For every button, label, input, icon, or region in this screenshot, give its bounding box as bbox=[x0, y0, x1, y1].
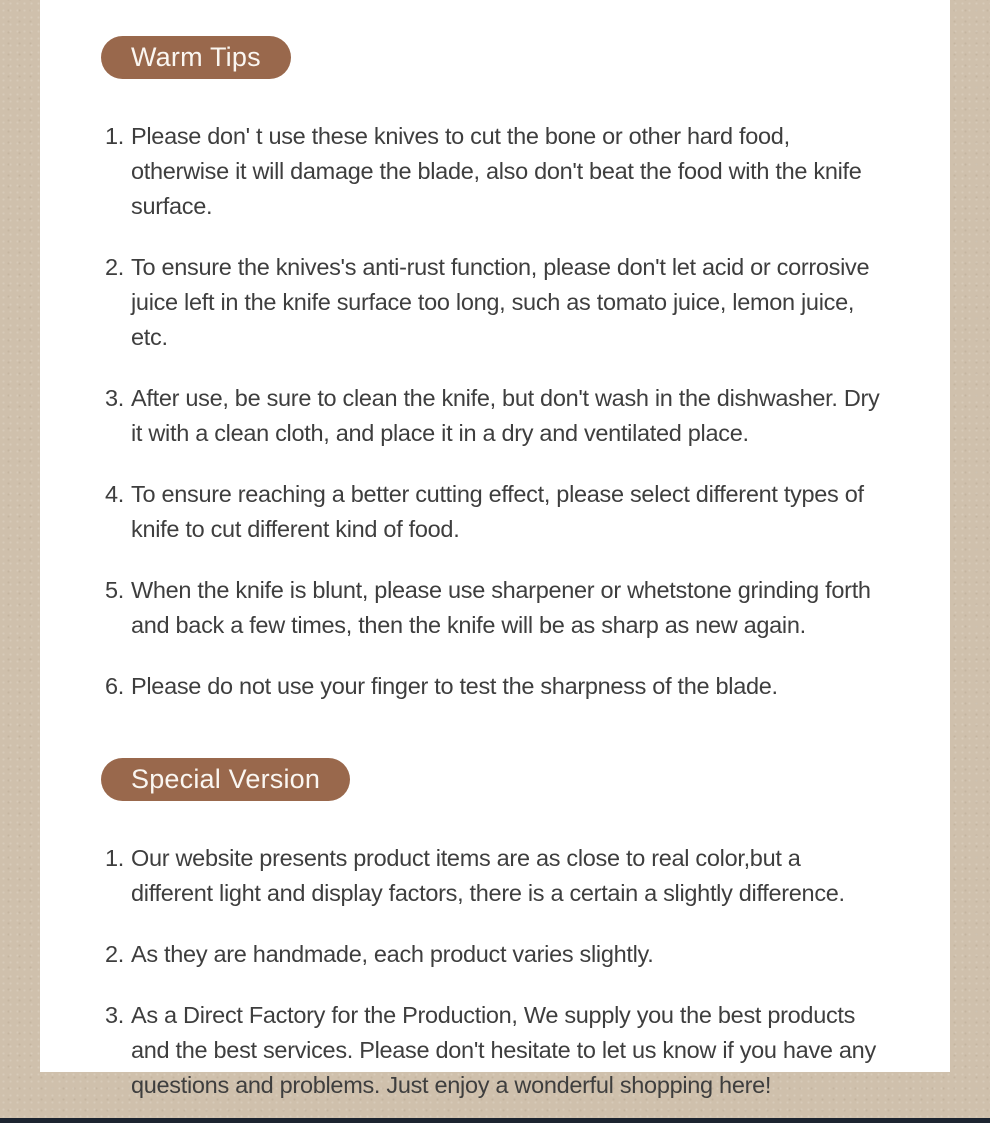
tip-text: Our website presents product items are as close to real color,but a different light and display factors, there is a certain a slightly difference. bbox=[131, 845, 845, 906]
tip-item bbox=[105, 573, 888, 643]
tip-item bbox=[105, 381, 888, 451]
section-special-version bbox=[101, 758, 888, 1103]
tip-number: 3. bbox=[105, 385, 124, 411]
warm-tips-badge: Warm Tips bbox=[101, 36, 291, 79]
tip-number: 4. bbox=[105, 481, 124, 507]
tip-item bbox=[105, 250, 888, 355]
tip-text: As a Direct Factory for the Production, We supply you the best products and the best services. Please don't hesitate to let us know if you have any questions and problems. Just enjoy a wonderful shopping here! bbox=[131, 1002, 876, 1098]
section-warm-tips bbox=[101, 36, 888, 704]
tip-item bbox=[105, 841, 888, 911]
special-version-badge: Special Version bbox=[101, 758, 350, 801]
tip-number: 1. bbox=[105, 123, 124, 149]
tip-text: To ensure reaching a better cutting effect, please select different types of knife to cut different kind of food. bbox=[131, 481, 864, 542]
tip-item bbox=[105, 998, 888, 1103]
footer-divider-bar bbox=[0, 1118, 990, 1123]
tip-number: 1. bbox=[105, 845, 124, 871]
tip-text: Please do not use your finger to test the sharpness of the blade. bbox=[131, 673, 778, 699]
special-version-list bbox=[101, 841, 888, 1103]
tip-number: 6. bbox=[105, 673, 124, 699]
tip-text: To ensure the knives's anti-rust function, please don't let acid or corrosive juice left in the knife surface too long, such as tomato juice, lemon juice, etc. bbox=[131, 254, 870, 350]
tip-text: Please don' t use these knives to cut the bone or other hard food, otherwise it will damage the blade, also don't beat the food with the knife surface. bbox=[131, 123, 862, 219]
tip-text: After use, be sure to clean the knife, but don't wash in the dishwasher. Dry it with a clean cloth, and place it in a dry and ventilated place. bbox=[131, 385, 880, 446]
tip-number: 2. bbox=[105, 254, 124, 280]
tip-number: 3. bbox=[105, 1002, 124, 1028]
tip-item bbox=[105, 477, 888, 547]
tip-item bbox=[105, 119, 888, 224]
warm-tips-list bbox=[101, 119, 888, 704]
tip-item bbox=[105, 669, 888, 704]
tip-text: As they are handmade, each product varies slightly. bbox=[131, 941, 654, 967]
tip-number: 2. bbox=[105, 941, 124, 967]
tip-number: 5. bbox=[105, 577, 124, 603]
tip-text: When the knife is blunt, please use sharpener or whetstone grinding forth and back a few times, then the knife will be as sharp as new again. bbox=[131, 577, 871, 638]
tip-item bbox=[105, 937, 888, 972]
content-card bbox=[40, 0, 950, 1098]
